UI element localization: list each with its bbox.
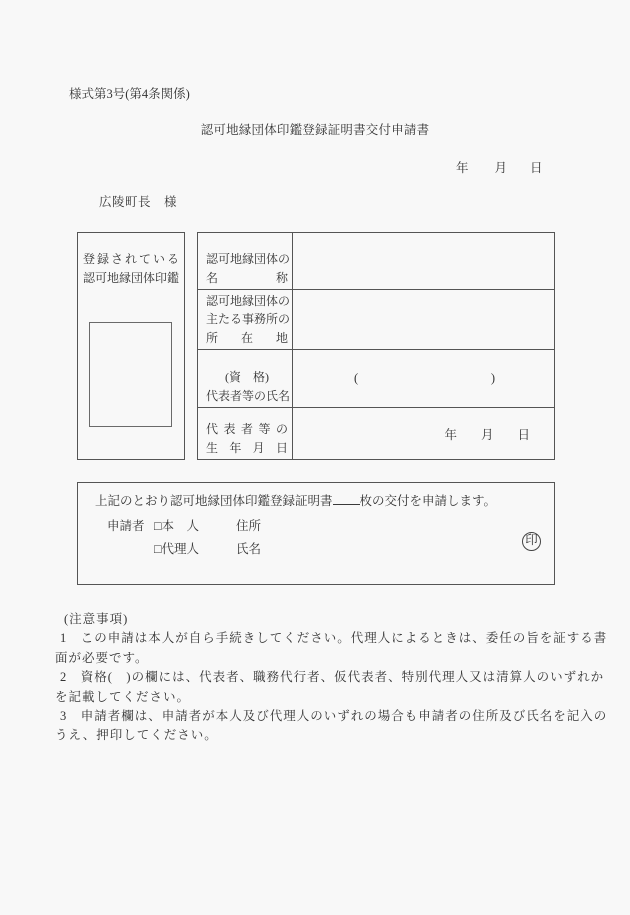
notes-heading: (注意事項) bbox=[64, 612, 129, 626]
row-label-line: 認可地縁団体の bbox=[206, 293, 291, 308]
date-month-label: 月 bbox=[494, 161, 508, 175]
seal-imprint-area bbox=[89, 322, 172, 427]
date-line bbox=[456, 161, 543, 175]
row-label-line: 生年月日 bbox=[206, 440, 288, 455]
name-label: 氏名 bbox=[236, 542, 262, 556]
table-row-office-address bbox=[198, 290, 554, 350]
row-label-line: 所在地 bbox=[206, 330, 288, 345]
row-label-line: 認可地縁団体の bbox=[206, 252, 291, 266]
page-title: 認可地縁団体印鑑登録証明書交付申請書 bbox=[200, 123, 430, 137]
row-label bbox=[198, 408, 293, 459]
office-address-field bbox=[293, 290, 554, 349]
date-day-label: 日 bbox=[530, 161, 543, 175]
checkbox-proxy: □代理人 bbox=[154, 542, 200, 556]
row-label bbox=[198, 350, 293, 407]
registered-seal-caption bbox=[83, 250, 179, 288]
table-row-association-name bbox=[198, 233, 554, 290]
note-line: 2 資格( )の欄には、代表者、職務代行者、仮代表者、特別代理人又は清算人のいずれか bbox=[60, 670, 605, 684]
note-line: 1 この申請は本人が自ら手続きしてください。代理人によるときは、委任の旨を証する書 bbox=[60, 631, 608, 645]
note-line: を記載してください。 bbox=[55, 690, 191, 704]
date-year-label: 年 bbox=[456, 161, 469, 175]
registered-seal-box bbox=[77, 232, 185, 460]
row-label bbox=[198, 290, 293, 349]
statement-suffix: 枚の交付を申請します。 bbox=[359, 494, 497, 508]
table-row-representative-name bbox=[198, 350, 554, 408]
note-line: 3 申請者欄は、申請者が本人及び代理人のいずれの場合も申請者の住所及び氏名を記入の bbox=[60, 709, 608, 723]
birthdate-day-label: 日 bbox=[517, 427, 530, 442]
representative-name-field bbox=[293, 350, 554, 407]
form-number: 様式第3号(第4条関係) bbox=[69, 87, 190, 101]
address-label: 住所 bbox=[236, 519, 262, 533]
birthdate-field bbox=[293, 408, 554, 459]
note-line: うえ、押印してください。 bbox=[55, 728, 218, 742]
note-line: 面が必要です。 bbox=[55, 651, 149, 665]
addressee: 広陵町長 様 bbox=[99, 195, 178, 209]
row-label-line: (資 格) bbox=[225, 370, 269, 384]
application-statement bbox=[95, 492, 496, 508]
association-name-field bbox=[293, 233, 554, 289]
registered-seal-caption-line2: 認可地縁団体印鑑 bbox=[83, 271, 180, 285]
table-row-representative-birthdate bbox=[198, 408, 554, 459]
row-label-line: 代表者等の氏名 bbox=[206, 388, 291, 403]
applicant-info-table bbox=[197, 232, 555, 460]
birthdate-year-label: 年 bbox=[444, 427, 457, 442]
row-label-line: 主たる事務所の bbox=[206, 312, 291, 326]
row-label-line: 代表者等の bbox=[206, 422, 288, 436]
seal-stamp-icon: 印 bbox=[522, 532, 541, 551]
applicant-label: 申請者 bbox=[107, 519, 145, 533]
copies-count-blank bbox=[333, 492, 360, 505]
application-statement-box bbox=[77, 482, 555, 585]
checkbox-self: □本 人 bbox=[154, 519, 200, 533]
paren-close: ) bbox=[490, 371, 495, 385]
paren-open: ( bbox=[354, 371, 359, 385]
row-label-line: 名称 bbox=[206, 270, 288, 285]
registered-seal-caption-line1: 登録されている bbox=[83, 252, 179, 266]
row-label bbox=[198, 233, 293, 289]
statement-prefix: 上記のとおり認可地縁団体印鑑登録証明書 bbox=[95, 494, 333, 508]
birthdate-month-label: 月 bbox=[480, 427, 494, 442]
